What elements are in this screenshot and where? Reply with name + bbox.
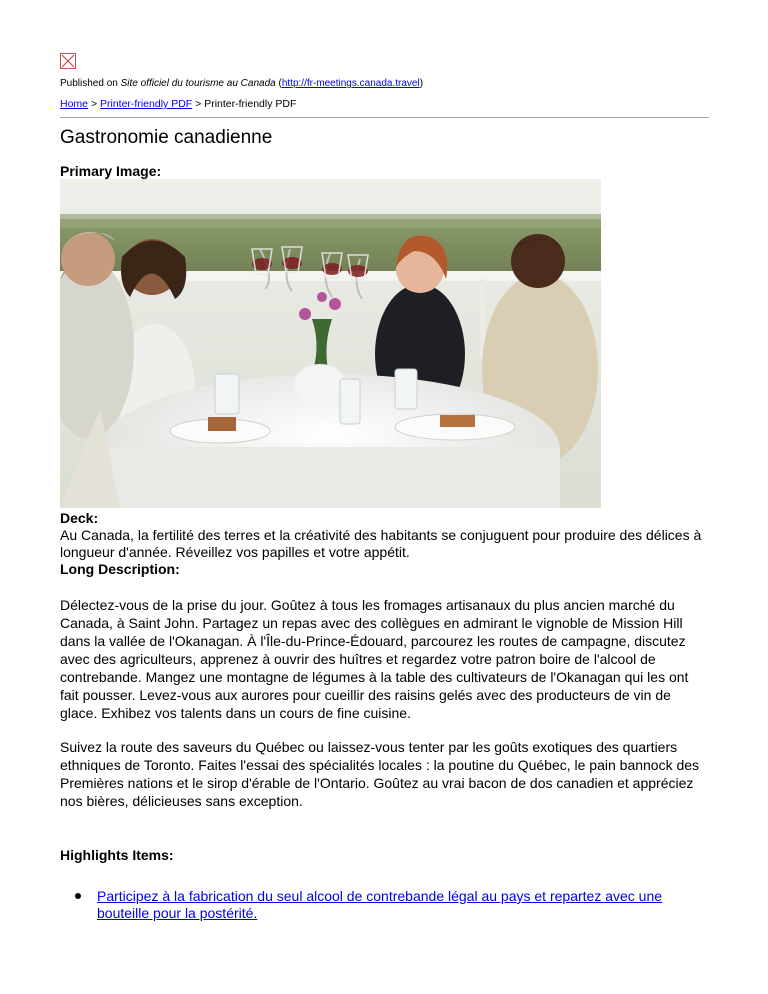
- deck-label: Deck:: [60, 510, 99, 526]
- site-url-link[interactable]: http://fr-meetings.canada.travel: [281, 78, 420, 89]
- primary-image: [60, 179, 601, 508]
- long-description: [60, 596, 700, 810]
- published-prefix: Published on: [60, 78, 118, 89]
- breadcrumb-current: Printer-friendly PDF: [204, 98, 297, 110]
- published-on-line: [60, 78, 423, 90]
- breadcrumb: [60, 98, 296, 111]
- breadcrumb-home-link[interactable]: Home: [60, 98, 89, 110]
- dinner-toast-photo: [60, 179, 601, 508]
- site-name: Site officiel du tourisme au Canada: [120, 78, 276, 89]
- breadcrumb-separator: >: [90, 98, 98, 110]
- breadcrumb-printer-link[interactable]: Printer-friendly PDF: [100, 98, 193, 110]
- breadcrumb-separator: >: [195, 98, 202, 110]
- long-description-paragraph: Délectez-vous de la prise du jour. Goûtez à tous les fromages artisanaux du plus ancien marché du Canada, à Saint John. Partagez un repas avec des collègues en admirant le vignoble de Mission Hill dans la vallée de l'Okanagan. À l'Île-du-Prince-Édouard, parcourez les routes de campagne, discutez avec des agriculteurs, apprenez à ouvrir des huîtres et regardez votre patron boire de l'alcool de contrebande. Mangez une montagne de légumes à la table des cultivateurs de l'Okanagan qui les ont fait pousser. Levez-vous aux aurores pour cueillir des raisins gelés avec des producteurs de vin de glace. Exhibez vos talents dans un cours de fine cuisine.: [60, 597, 689, 721]
- long-description-paragraph: Suivez la route des saveurs du Québec ou laissez-vous tenter par les goûts exotiques des quartiers ethniques de Toronto. Faites l'essai des spécialités locales : la poutine du Québec, le pain bannock des Premières nations et le sirop d'érable de l'Ontario. Goûtez au vrai bacon de dos canadien et appréciez nos bières, délicieuses sans exception.: [60, 739, 700, 809]
- highlights-label: Highlights Items:: [60, 847, 174, 863]
- deck-text: Au Canada, la fertilité des terres et la créativité des habitants se conjuguent pour produire des délices à longueur d'année. Réveillez vos papilles et votre appétit.: [60, 527, 702, 560]
- highlights-list: [73, 888, 703, 922]
- close-paren: ): [419, 78, 424, 89]
- bullet-icon: [75, 893, 81, 899]
- broken-image-icon: [60, 53, 76, 69]
- open-paren: (: [278, 78, 282, 89]
- deck-section: [60, 510, 710, 578]
- long-description-label: Long Description:: [60, 561, 180, 577]
- list-item: [73, 888, 703, 922]
- header-divider: [60, 117, 709, 118]
- highlight-link[interactable]: Participez à la fabrication du seul alcool de contrebande légal au pays et repartez avec une bouteille pour la postérité.: [97, 888, 663, 921]
- page-title: Gastronomie canadienne: [60, 127, 273, 148]
- primary-image-label: Primary Image:: [60, 163, 162, 179]
